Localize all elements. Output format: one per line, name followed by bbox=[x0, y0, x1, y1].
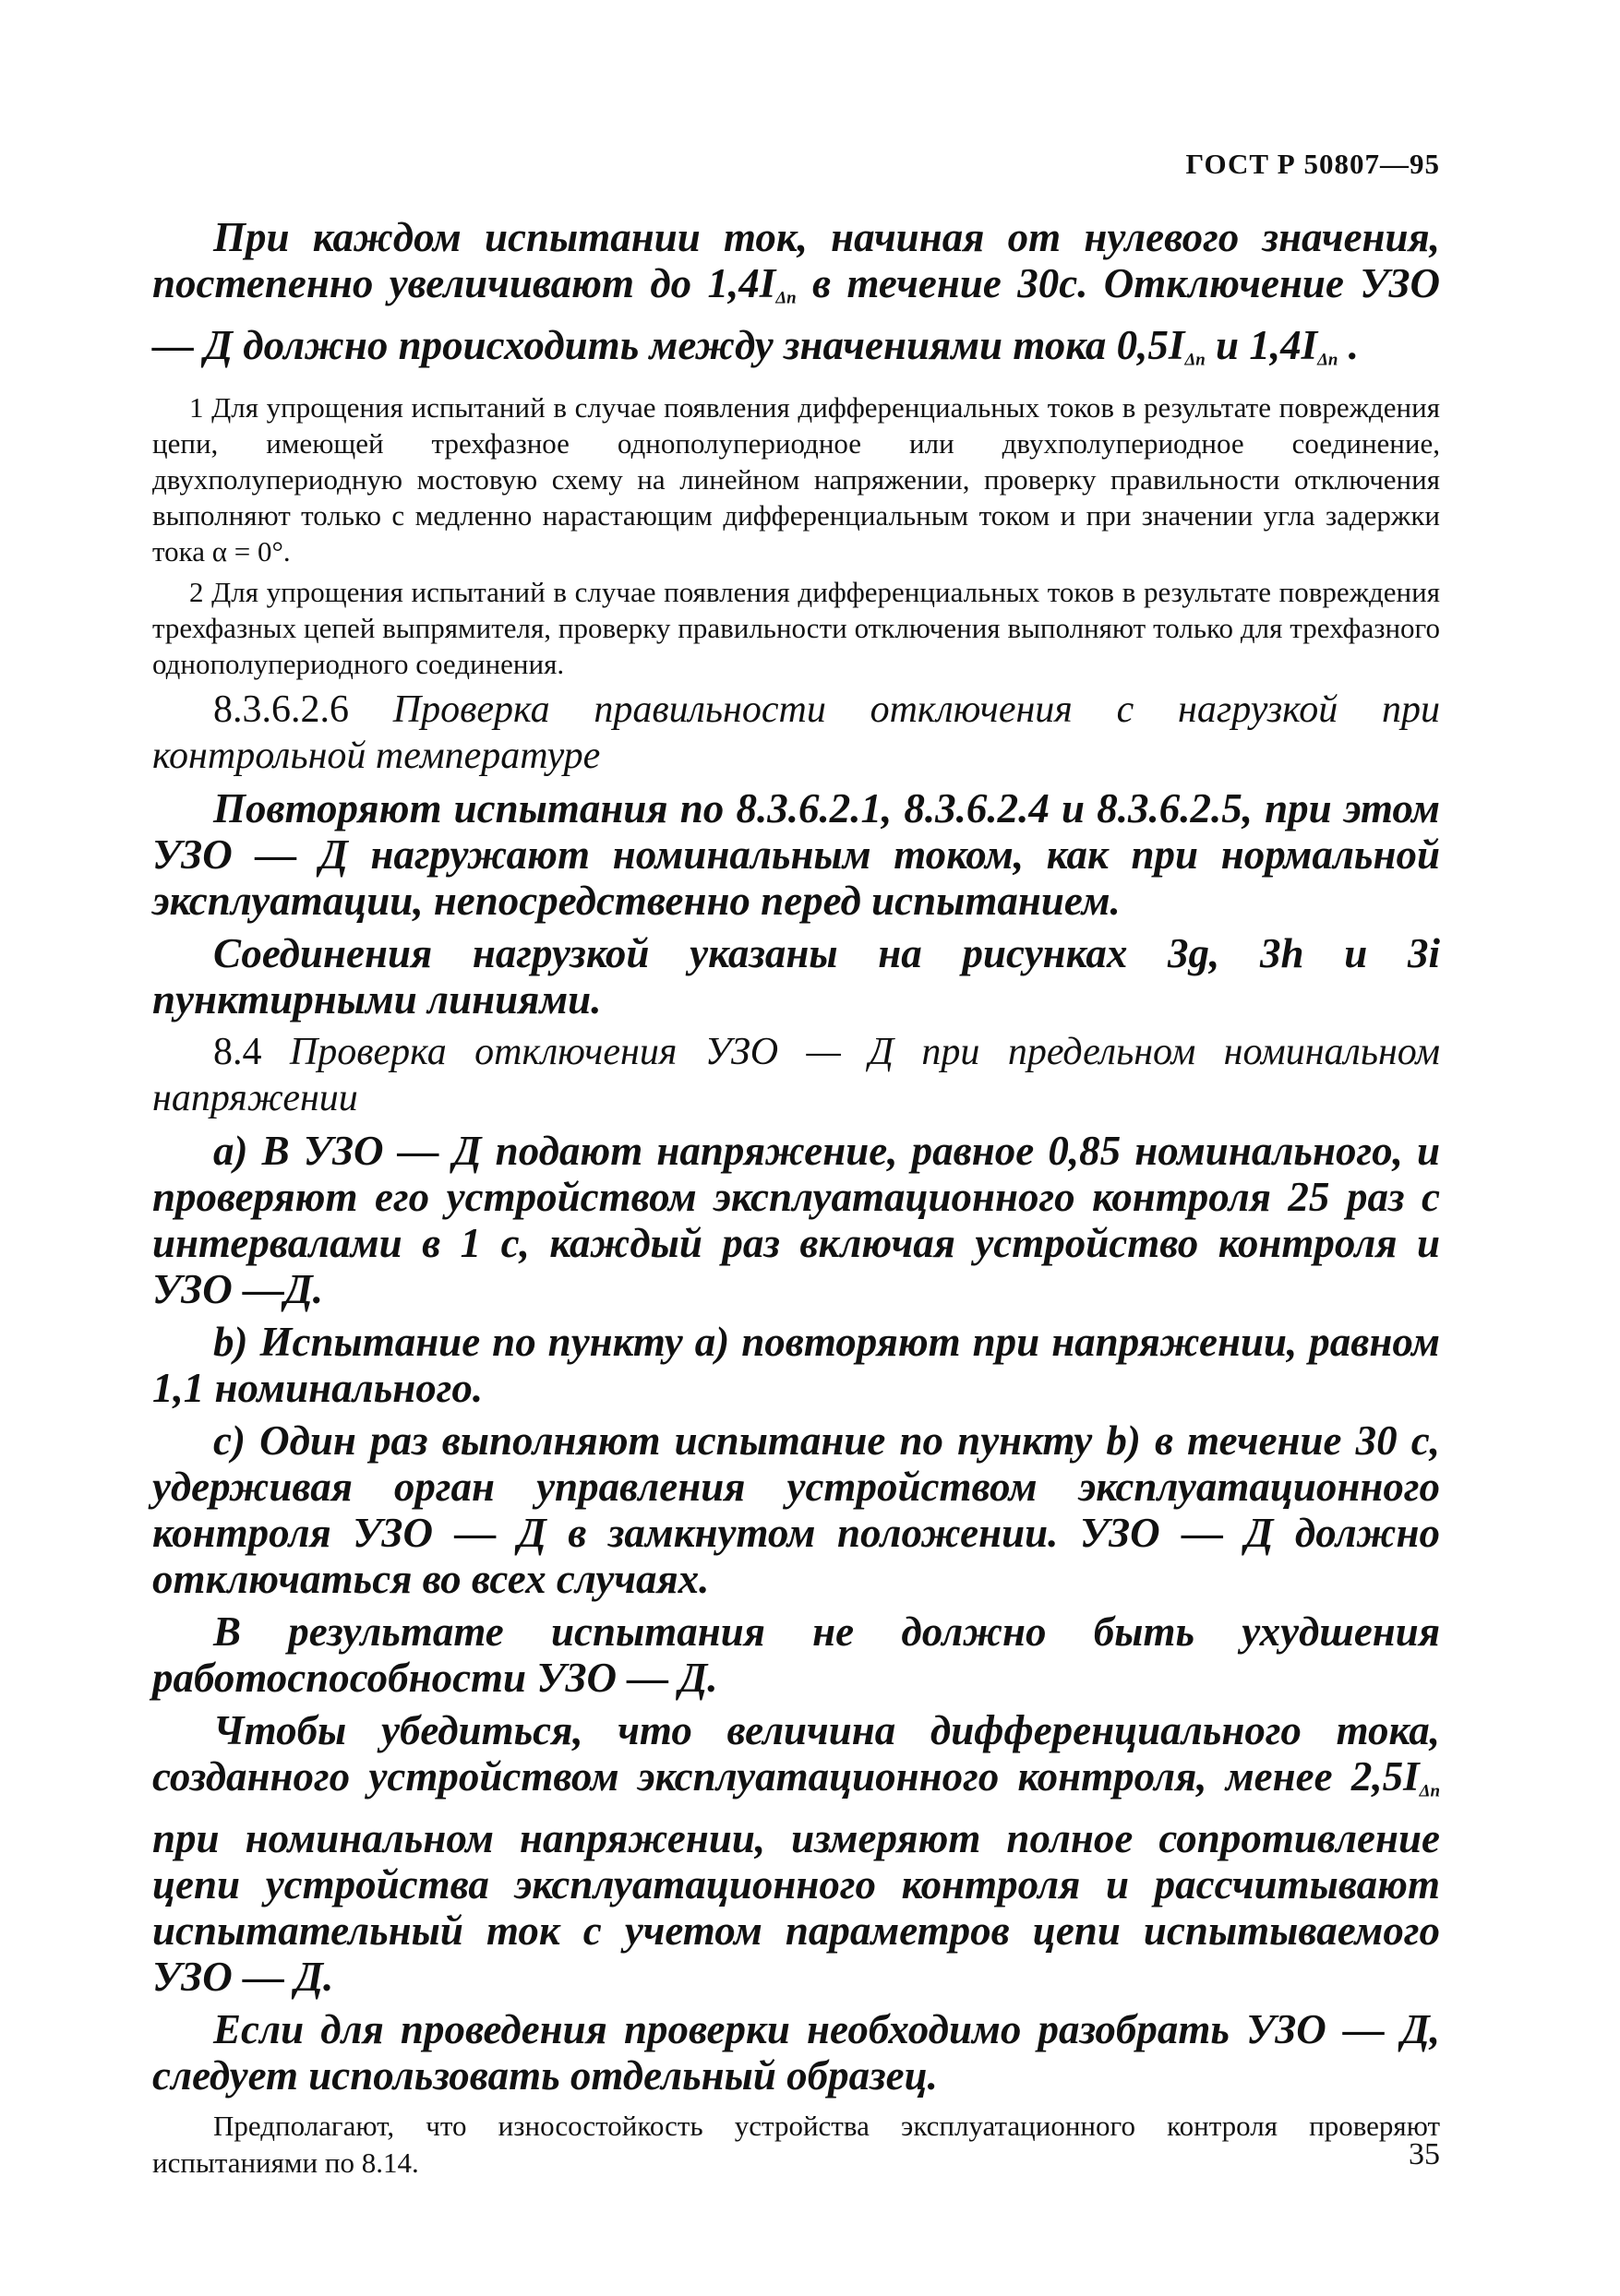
document-body bbox=[152, 214, 1440, 2182]
p1-text-d: . bbox=[1338, 321, 1359, 368]
item-a: а) В УЗО — Д подают напряжение, равное 0,85 номинального, и проверяют его устройством эксплуатационного контроля 25 раз с интервалами в 1 с, каждый раз включая устройство контроля и УЗО —Д. bbox=[152, 1128, 1440, 1313]
section-8-4 bbox=[152, 1029, 1440, 1121]
p5-text-b: при номинальном напряжении, измеряют полное сопротивление цепи устройства эксплуатационного контроля и рассчитывают испытательный ток с учетом параметров цепи испытываемого УЗО — Д. bbox=[152, 1814, 1440, 2000]
paragraph-result: В результате испытания не должно быть ухудшения работоспособности УЗО — Д. bbox=[152, 1608, 1440, 1702]
p5-text-a: Чтобы убедиться, что величина дифференциального тока, созданного устройством эксплуатационного контроля, менее 2,5I bbox=[152, 1707, 1440, 1800]
paragraph-repeat-tests: Повторяют испытания по 8.3.6.2.1, 8.3.6.2.4 и 8.3.6.2.5, при этом УЗО — Д нагружают номинальным током, как при нормальной эксплуатации, непосредственно перед испытанием. bbox=[152, 785, 1440, 925]
item-b: b) Испытание по пункту а) повторяют при напряжении, равном 1,1 номинального. bbox=[152, 1319, 1440, 1412]
p1-text-a: При каждом испытании ток, начиная от нулевого значения, постепенно увеличивают до 1,4I bbox=[152, 214, 1440, 306]
document-header: ГОСТ Р 50807—95 bbox=[1185, 148, 1440, 180]
paragraph-current-increase bbox=[152, 214, 1440, 383]
note-2: 2 Для упрощения испытаний в случае появления дифференциальных токов в результате повреждения трехфазных цепей выпрямителя, проверку правильности отключения выполняют только для трехфазного однополупериодного соединения. bbox=[152, 576, 1440, 681]
section-number: 8.4 bbox=[213, 1031, 290, 1074]
paragraph-load-connections: Соединения нагрузкой указаны на рисунках 3g, 3h и 3i пунктирными линиями. bbox=[152, 930, 1440, 1023]
paragraph-differential-current bbox=[152, 1707, 1440, 2000]
paragraph-wear-resistance: Предполагают, что износостойкость устройства эксплуатационного контроля проверяют испытаниями по 8.14. bbox=[152, 2109, 1440, 2179]
section-number: 8.3.6.2.6 bbox=[213, 688, 393, 732]
section-title: Проверка правильности отключения с нагрузкой при контрольной температуре bbox=[152, 688, 1440, 778]
paragraph-separate-sample: Если для проведения проверки необходимо разобрать УЗО — Д, следует использовать отдельный образец. bbox=[152, 2005, 1440, 2099]
page-number: 35 bbox=[1409, 2137, 1440, 2171]
p1-text-b: в течение 30с. Отключение УЗО — Д должно происходить между значениями тока 0,5I bbox=[152, 260, 1440, 368]
note-1: 1 Для упрощения испытаний в случае появления дифференциальных токов в результате повреждения цепи, имеющей трехфазное однополупериодное или двухполупериодное соединение, двухполупериодную мостовую схему на линейном напряжении, проверку правильности отключения выполняют только с медленно нарастающим дифференциальным током и при значении угла задержки тока α = 0°. bbox=[152, 391, 1440, 568]
p1-subscript-3: Δn bbox=[1317, 350, 1338, 370]
item-c: с) Один раз выполняют испытание по пункту b) в течение 30 с, удерживая орган управления устройством эксплуатационного контроля УЗО — Д в замкнутом положении. УЗО — Д должно отключаться во всех случаях. bbox=[152, 1417, 1440, 1603]
p5-subscript: Δn bbox=[1419, 1781, 1440, 1801]
section-8-3-6-2-6 bbox=[152, 687, 1440, 779]
section-title: Проверка отключения УЗО — Д при предельном номинальном напряжении bbox=[152, 1031, 1440, 1120]
p1-subscript-1: Δn bbox=[775, 288, 797, 308]
p1-subscript-2: Δn bbox=[1184, 350, 1206, 370]
p1-text-c: и 1,4I bbox=[1205, 321, 1318, 368]
